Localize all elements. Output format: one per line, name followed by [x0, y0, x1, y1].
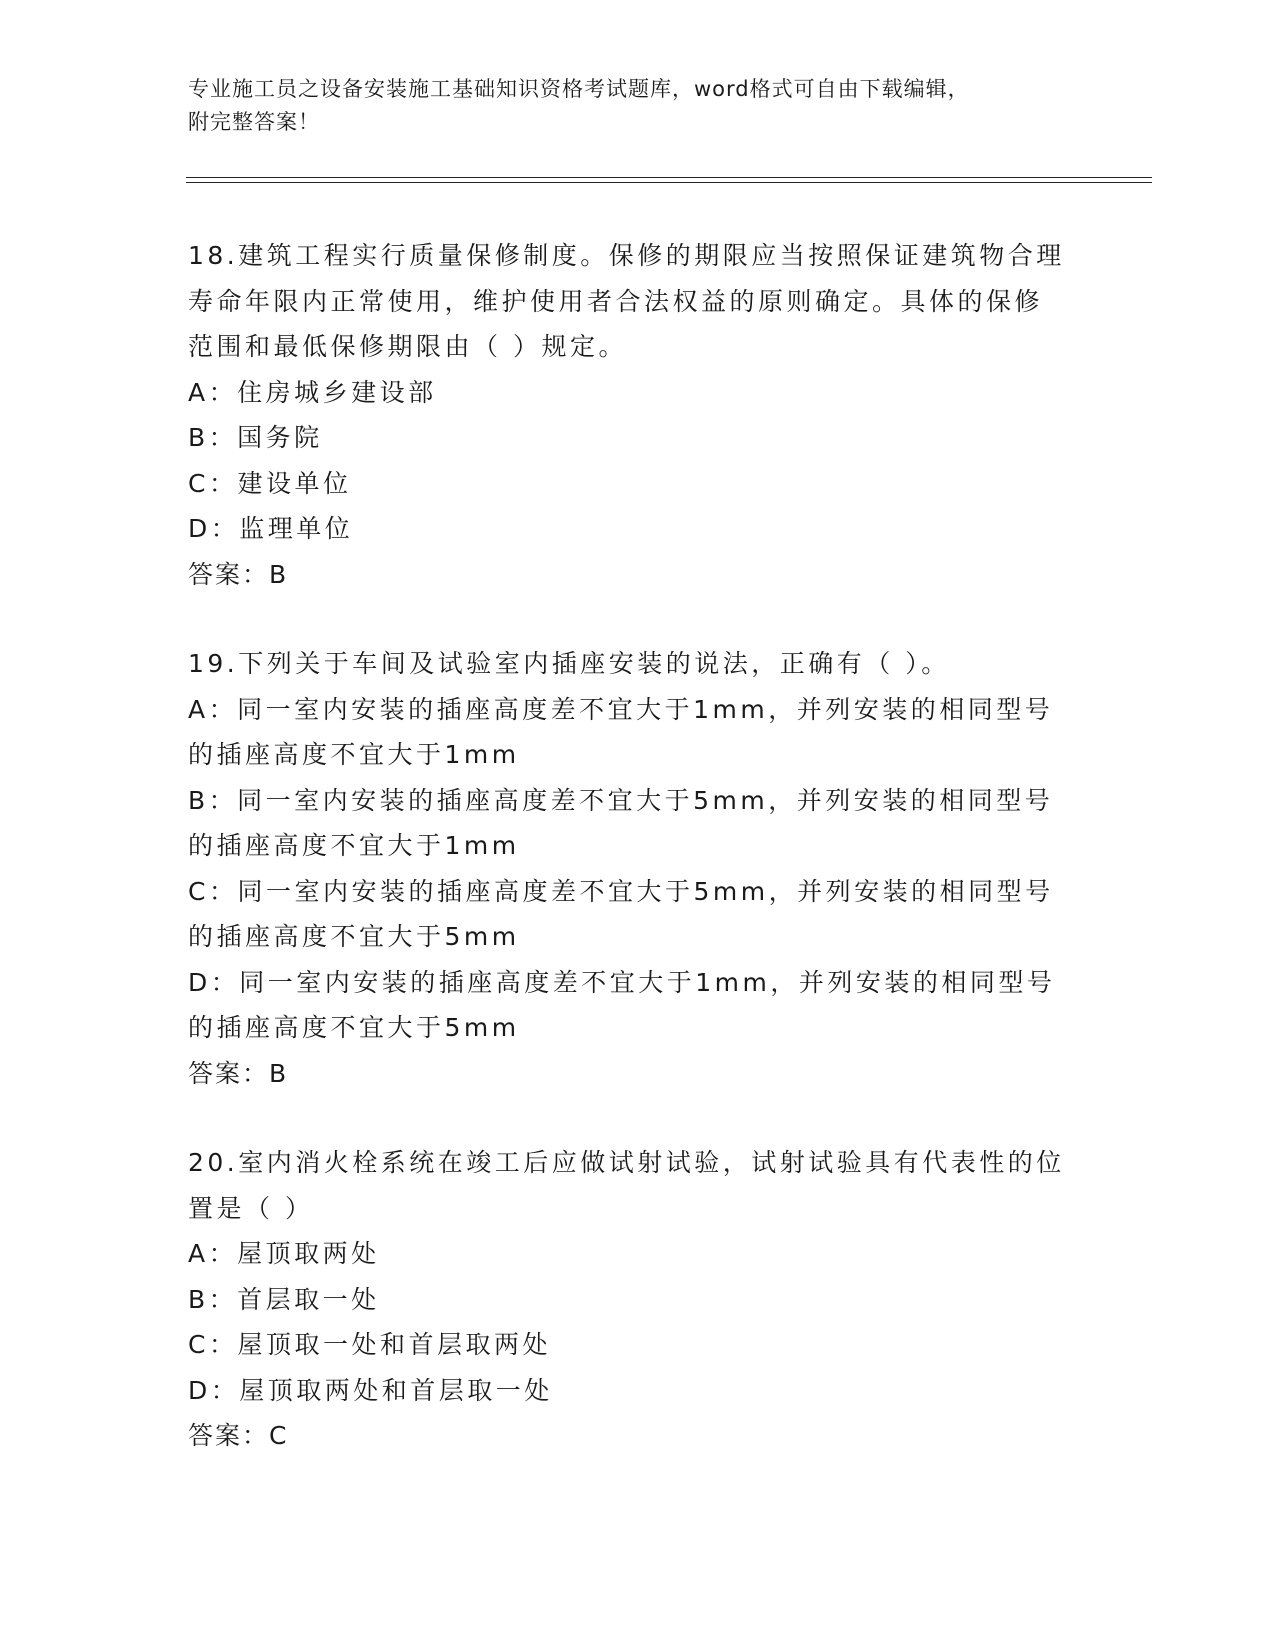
question-18 [188, 233, 1088, 597]
header-line-1: 专业施工员之设备安装施工基础知识资格考试题库，word格式可自由下载编辑， [188, 77, 970, 101]
option-b: B：同一室内安装的插座高度差不宜大于5mm，并列安装的相同型号的插座高度不宜大于1mm [188, 785, 1054, 860]
option-b: B：国务院 [188, 423, 323, 452]
option-a: A：同一室内安装的插座高度差不宜大于1mm，并列安装的相同型号的插座高度不宜大于1mm [188, 694, 1054, 769]
answer-line: 答案：C [188, 1421, 289, 1450]
header-divider-top [186, 177, 1152, 178]
question-stem: 20.室内消火栓系统在竣工后应做试射试验，试射试验具有代表性的位置是（ ） [188, 1148, 1065, 1223]
answer-line: 答案：B [188, 559, 289, 589]
header-divider-bottom [186, 182, 1152, 183]
question-stem: 19.下列关于车间及试验室内插座安装的说法，正确有（ ）。 [188, 649, 950, 678]
option-c: C：屋顶取一处和首层取两处 [188, 1330, 551, 1359]
option-c: C：同一室内安装的插座高度差不宜大于5mm，并列安装的相同型号的插座高度不宜大于5mm [188, 876, 1054, 951]
question-19 [188, 641, 1088, 1096]
document-header [188, 73, 1068, 139]
option-d: D：同一室内安装的插座高度差不宜大于1mm，并列安装的相同型号的插座高度不宜大于5mm [188, 967, 1056, 1042]
option-d: D：屋顶取两处和首层取一处 [188, 1375, 553, 1405]
question-stem: 18.建筑工程实行质量保修制度。保修的期限应当按照保证建筑物合理寿命年限内正常使用，维护使用者合法权益的原则确定。具体的保修范围和最低保修期限由（ ）规定。 [188, 241, 1065, 361]
option-b: B：首层取一处 [188, 1284, 380, 1314]
answer-line: 答案：B [188, 1058, 289, 1088]
option-c: C：建设单位 [188, 468, 352, 498]
question-20 [188, 1140, 1088, 1459]
option-a: A：住房城乡建设部 [188, 377, 437, 407]
header-line-2: 附完整答案！ [188, 110, 320, 134]
option-d: D：监理单位 [188, 514, 354, 543]
option-a: A：屋顶取两处 [188, 1239, 380, 1268]
